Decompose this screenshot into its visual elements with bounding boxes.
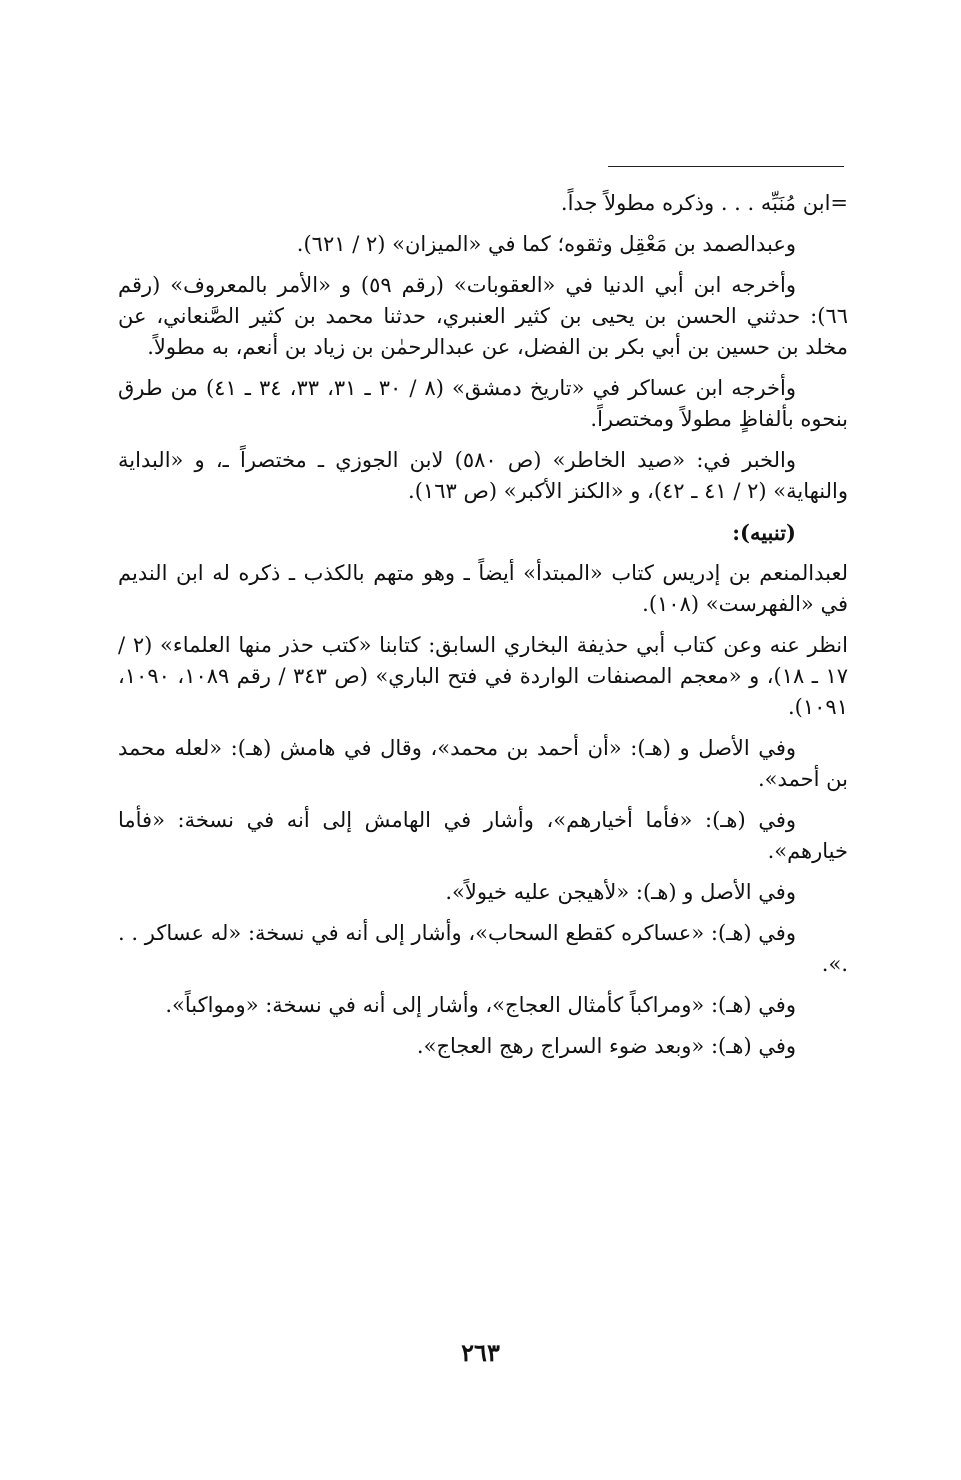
- footnote-paragraph: وفي (هـ): «عساكره كقطع السحاب»، وأشار إلى أنه في نسخة: «له عساكر . . .».: [118, 921, 848, 976]
- note-heading: (تنبيه):: [732, 520, 796, 545]
- footnote-paragraph: وفي (هـ): «وبعد ضوء السراج رهج العجاج».: [416, 1034, 796, 1058]
- footnote-paragraph: وأخرجه ابن عساكر في «تاريخ دمشق» (٨ / ٣٠ ـ ٣١، ٣٣، ٣٤ ـ ٤١) من طرق بنحوه بألفاظٍ مطولاً ومختصراً.: [118, 376, 848, 431]
- footnote-paragraph: وفي (هـ): «فأما أخيارهم»، وأشار في الهامش إلى أنه في نسخة: «فأما خيارهم».: [118, 808, 848, 863]
- footnote-text-block: [118, 188, 848, 1072]
- footnote-paragraph: وفي (هـ): «ومراكباً كأمثال العجاج»، وأشار إلى أنه في نسخة: «ومواكباً».: [165, 993, 796, 1017]
- footnote-paragraph: =ابن مُنَبِّه . . . وذكره مطولاً جداً.: [560, 191, 848, 215]
- footnote-paragraph: وفي الأصل و (هـ): «أن أحمد بن محمد»، وقال في هامش (هـ): «لعله محمد بن أحمد».: [118, 736, 848, 791]
- footnote-paragraph: وفي الأصل و (هـ): «لأهيجن عليه خيولاً».: [445, 880, 796, 904]
- page-number: ٢٦٣: [461, 1338, 500, 1367]
- footnote-separator-rule: [608, 166, 844, 167]
- footnote-paragraph: لعبدالمنعم بن إدريس كتاب «المبتدأ» أيضاً ـ وهو متهم بالكذب ـ ذكره له ابن النديم في «الفهرست» (١٠٨).: [118, 561, 848, 616]
- footnote-paragraph: وأخرجه ابن أبي الدنيا في «العقوبات» (رقم ٥٩) و «الأمر بالمعروف» (رقم ٦٦): حدثني الحسن بن يحيى بن كثير العنبري، حدثنا محمد بن كثير الصَّنعاني، عن مخلد بن حسين بن أبي بكر بن الفضل، عن عبدالرحمٰن بن زياد بن أنعم، به مطولاً.: [118, 273, 848, 359]
- footnote-paragraph: انظر عنه وعن كتاب أبي حذيفة البخاري السابق: كتابنا «كتب حذر منها العلماء» (٢ / ١٧ ـ ١٨)، و «معجم المصنفات الواردة في فتح الباري» (ص ٣٤٣ / رقم ١٠٨٩، ١٠٩٠، ١٠٩١).: [118, 633, 849, 719]
- footnote-paragraph: والخبر في: «صيد الخاطر» (ص ٥٨٠) لابن الجوزي ـ مختصراً ـ، و «البداية والنهاية» (٢ / ٤١ ـ ٤٢)، و «الكنز الأكبر» (ص ١٦٣).: [118, 448, 848, 503]
- footnote-paragraph: وعبدالصمد بن مَعْقِل وثقوه؛ كما في «الميزان» (٢ / ٦٢١).: [296, 232, 796, 256]
